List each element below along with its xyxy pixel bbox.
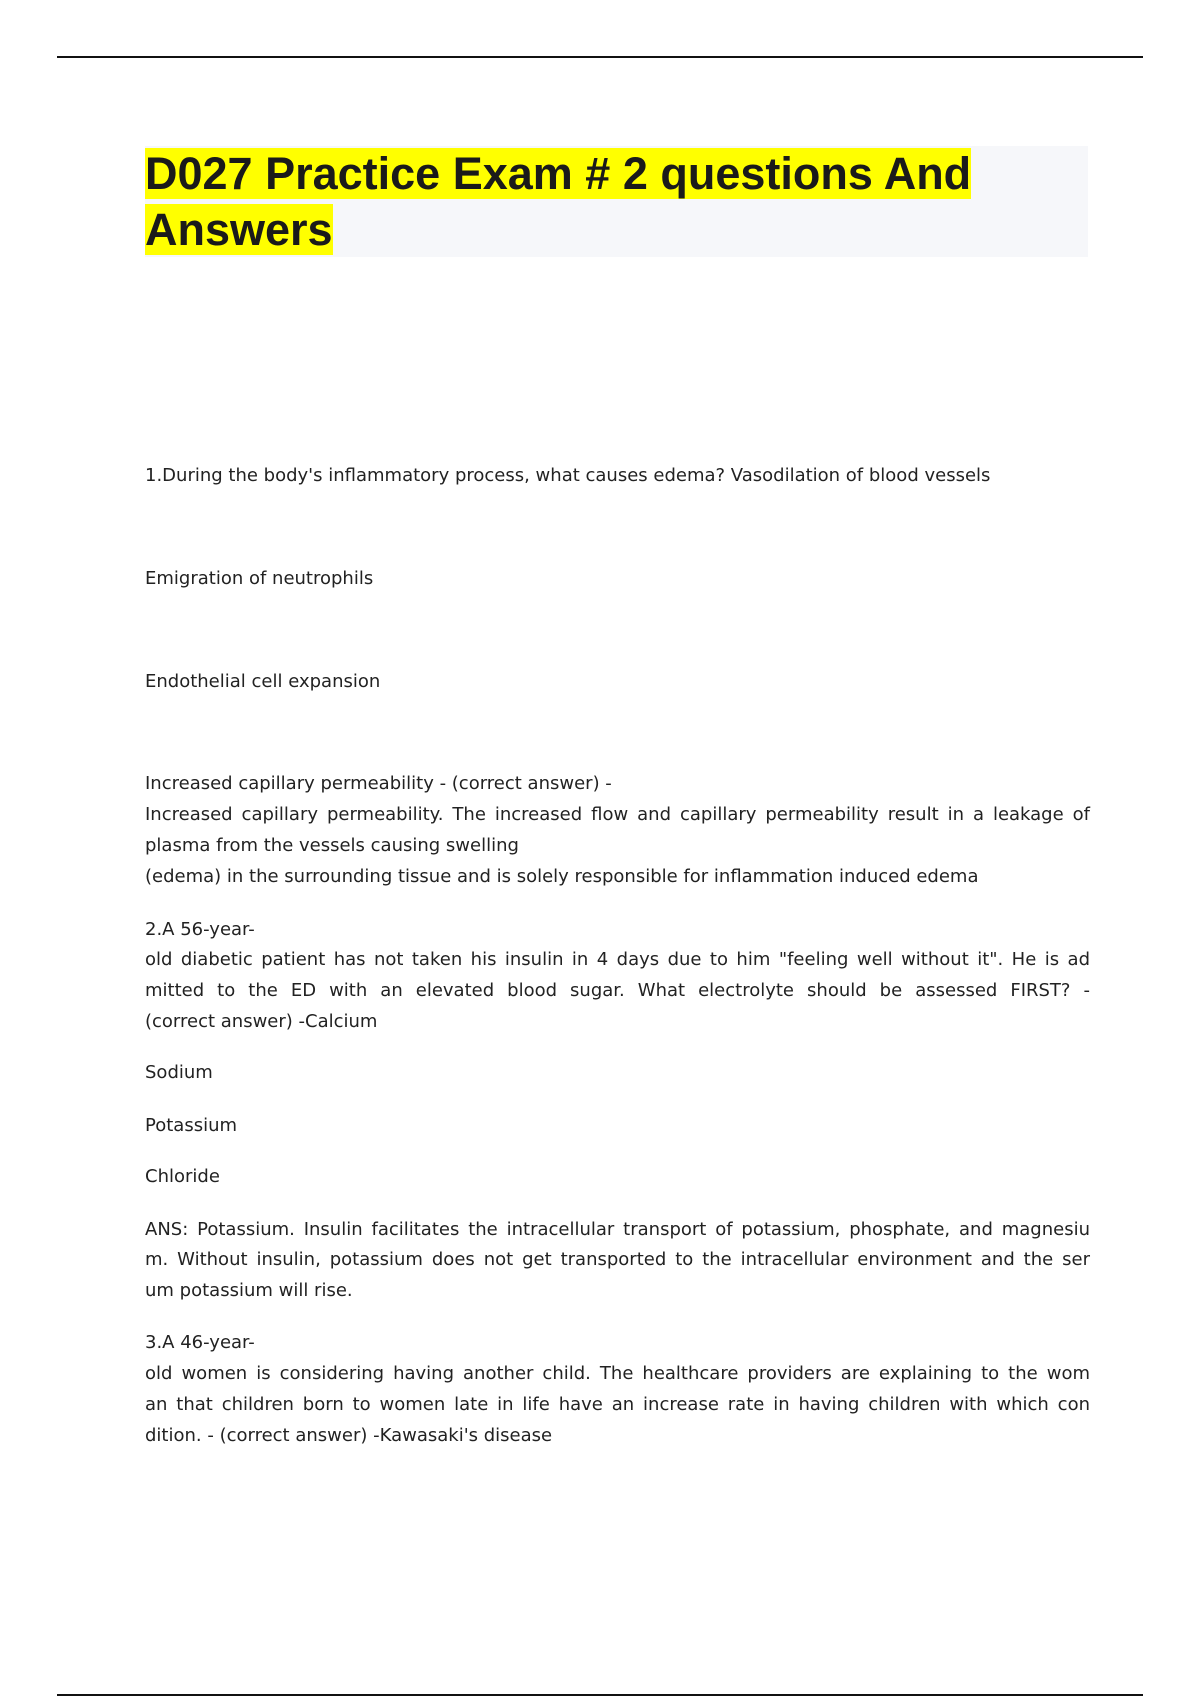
top-rule [57,56,1143,58]
q2-answer: (correct answer) -Calcium [145,1011,378,1032]
q3-answer: dition. - (correct answer) -Kawasaki's disease [145,1425,553,1446]
q3-question-line-2: old women is considering having another child. The healthcare providers are explaining to the wom [145,1363,1090,1384]
title-line-2: Answers [145,204,333,255]
bottom-rule [57,1694,1143,1696]
title-block [145,146,1088,257]
q1-option-c: Endothelial cell expansion [145,671,381,692]
title-line-1: D027 Practice Exam # 2 questions And [145,148,972,199]
q1-explanation-line-2: plasma from the vessels causing swelling [145,835,519,856]
q2-question-line-3: mitted to the ED with an elevated blood sugar. What electrolyte should be assessed FIRST? - [145,980,1090,1001]
q2-ans-line-1: ANS: Potassium. Insulin facilitates the intracellular transport of potassium, phosphate, and magnesiu [145,1219,1090,1240]
q1-option-b: Emigration of neutrophils [145,568,374,589]
q2-ans-line-3: um potassium will rise. [145,1280,353,1301]
q1-explanation-line-3: (edema) in the surrounding tissue and is solely responsible for inflammation induced edema [145,866,979,887]
q3-question-line-1: 3.A 46-year- [145,1332,255,1353]
q2-option-c: Potassium [145,1115,238,1136]
q1-question: 1.During the body's inflammatory process, what causes edema? Vasodilation of blood vessels [145,465,991,486]
q1-explanation-line-1: Increased capillary permeability. The increased flow and capillary permeability result in a leakage of [145,804,1090,825]
q1-answer: Increased capillary permeability - (correct answer) - [145,773,612,794]
q2-option-d: Chloride [145,1166,220,1187]
q2-option-b: Sodium [145,1062,213,1083]
page-title [145,146,1088,258]
q2-question-line-2: old diabetic patient has not taken his insulin in 4 days due to him "feeling well without it". He is ad [145,949,1090,970]
q2-ans-line-2: m. Without insulin, potassium does not get transported to the intracellular environment and the ser [145,1249,1090,1270]
q3-question-line-3: an that children born to women late in life have an increase rate in having children with which con [145,1394,1090,1415]
q2-question-line-1: 2.A 56-year- [145,919,255,940]
